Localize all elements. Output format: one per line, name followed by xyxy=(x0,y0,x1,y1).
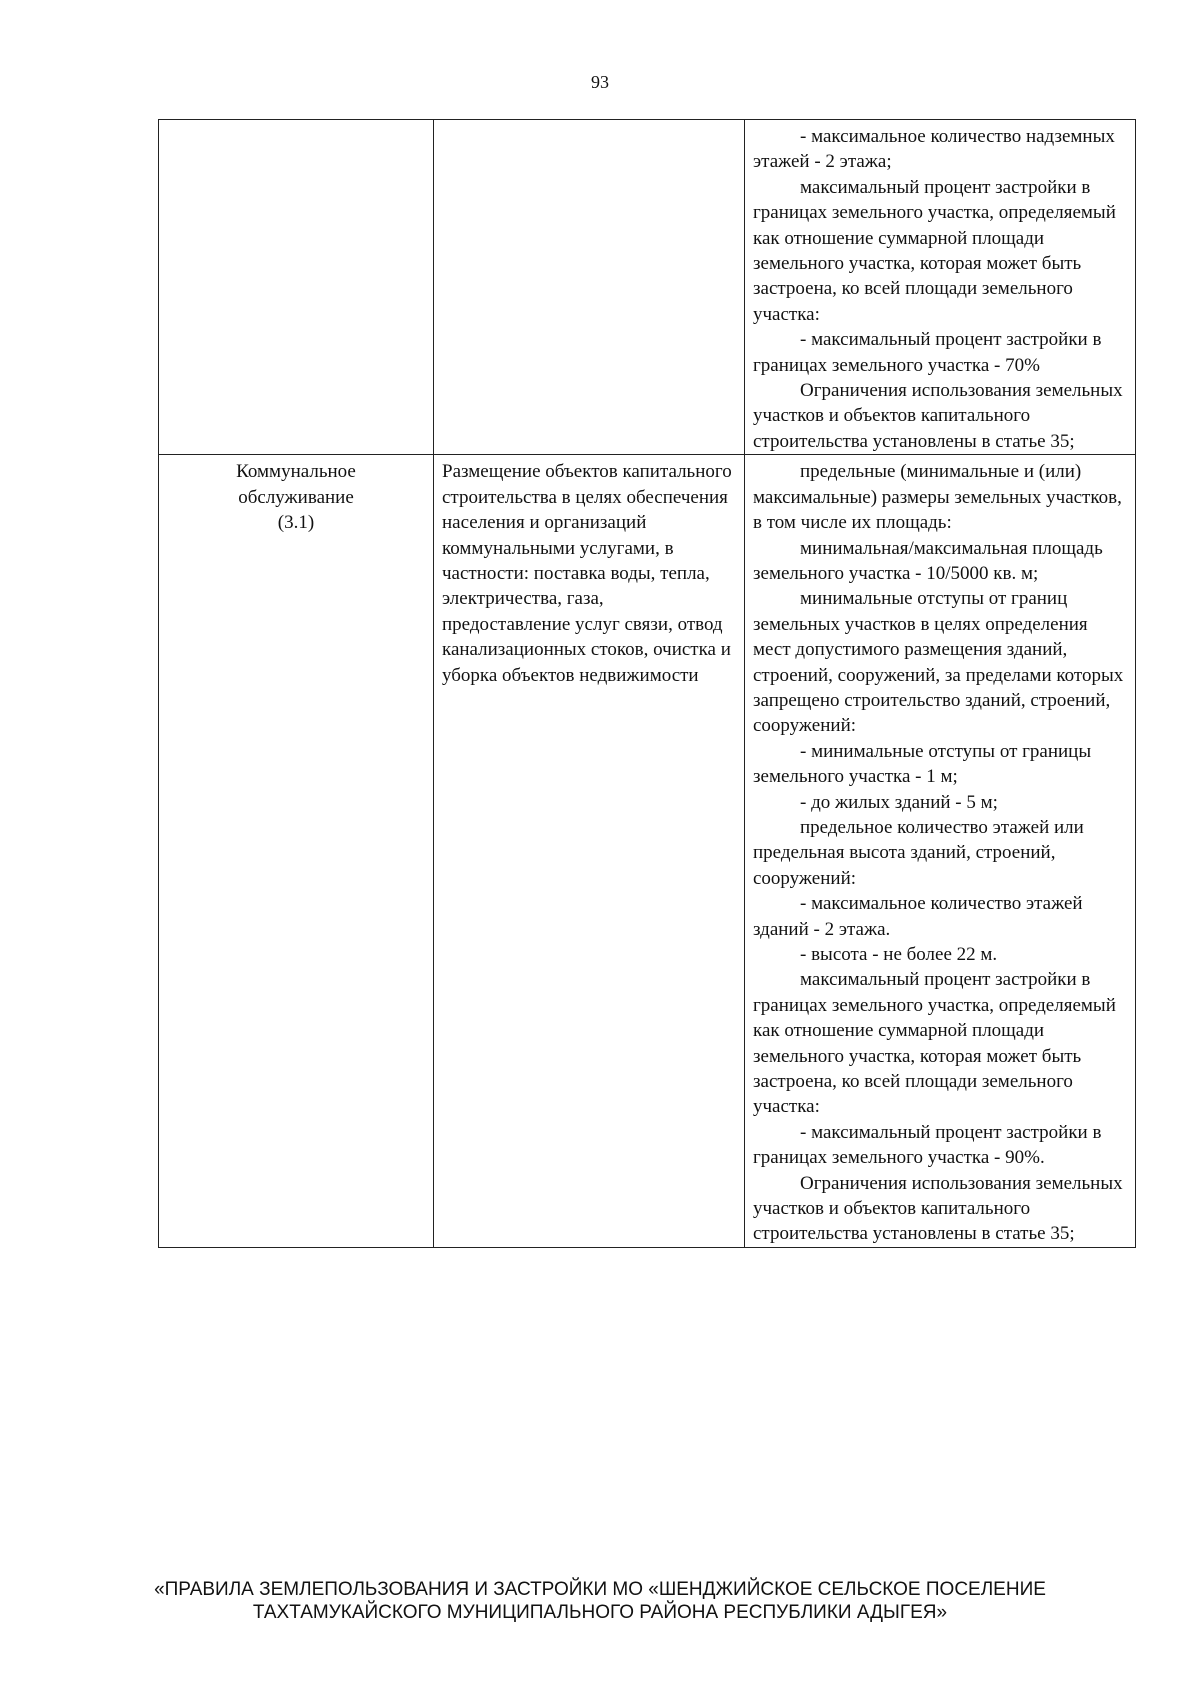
page-number: 93 xyxy=(591,72,609,92)
parameter-paragraph: - минимальные отступы от границы земельного участка - 1 м; xyxy=(753,740,1092,788)
table-body xyxy=(159,120,1136,1248)
use-type-line: обслуживание xyxy=(238,486,354,508)
description-cell xyxy=(434,455,745,1248)
parameter-paragraph: - максимальное количество надземных этажей - 2 этажа; xyxy=(753,126,1115,173)
parameter-paragraph: - максимальное количество этажей зданий - 2 этажа. xyxy=(753,893,1083,940)
parameter-paragraph: предельное количество этажей или предельная высота зданий, строений, сооружений: xyxy=(753,816,1084,889)
footer-line-2: ТАХТАМУКАЙСКОГО МУНИЦИПАЛЬНОГО РАЙОНА РЕСПУБЛИКИ АДЫГЕЯ» xyxy=(252,1602,948,1623)
parameter-paragraph: максимальный процент застройки в границах земельного участка, определяемый как отношение суммарной площади земельного участка, которая может быть застроена, ко всей площади земельного участка: xyxy=(753,176,1116,325)
parameter-paragraph: максимальный процент застройки в границах земельного участка, определяемый как отношение суммарной площади земельного участка, которая может быть застроена, ко всей площади земельного участка: xyxy=(753,969,1116,1118)
footer-line-1: «ПРАВИЛА ЗЕМЛЕПОЛЬЗОВАНИЯ И ЗАСТРОЙКИ МО «ШЕНДЖИЙСКОЕ СЕЛЬСКОЕ ПОСЕЛЕНИЕ xyxy=(154,1579,1046,1600)
parameter-paragraph: - высота - не более 22 м. xyxy=(800,944,998,965)
parameter-paragraph: минимальная/максимальная площадь земельного участка - 10/5000 кв. м; xyxy=(753,537,1103,584)
use-type-cell xyxy=(159,455,434,1248)
land-use-table xyxy=(158,119,1136,1248)
use-type-line: Коммунальное xyxy=(236,461,356,483)
parameters-cell xyxy=(745,120,1136,455)
use-type-line: (3.1) xyxy=(277,512,315,534)
parameter-paragraph: Ограничения использования земельных участков и объектов капитального строительства установлены в статье 35; xyxy=(753,1172,1123,1245)
use-type-cell xyxy=(159,120,434,455)
table-row xyxy=(159,455,1136,1248)
parameter-paragraph: минимальные отступы от границ земельных участков в целях определения мест допустимого размещения зданий, строений, сооружений, за пределами которых запрещено строительство зданий, строений, сооружений: xyxy=(753,588,1124,737)
parameter-paragraph: предельные (минимальные и (или) максимальные) размеры земельных участков, в том числе их площадь: xyxy=(753,461,1122,534)
table-row xyxy=(159,120,1136,455)
parameter-paragraph: - максимальный процент застройки в границах земельного участка - 70% xyxy=(753,329,1102,376)
description-text: Размещение объектов капитального строительства в целях обеспечения населения и организаций коммунальными услугами, в частности: поставка воды, тепла, электричества, газа, предоставление услуг связи, отвод канализационных стоков, очистка и уборка объектов недвижимости xyxy=(442,461,732,686)
parameters-cell xyxy=(745,455,1136,1248)
document-footer xyxy=(0,1578,1200,1624)
parameter-paragraph: - до жилых зданий - 5 м; xyxy=(800,791,998,813)
description-cell xyxy=(434,120,745,455)
parameter-paragraph: Ограничения использования земельных участков и объектов капитального строительства установлены в статье 35; xyxy=(753,380,1123,452)
parameter-paragraph: - максимальный процент застройки в границах земельного участка - 90%. xyxy=(753,1121,1102,1169)
